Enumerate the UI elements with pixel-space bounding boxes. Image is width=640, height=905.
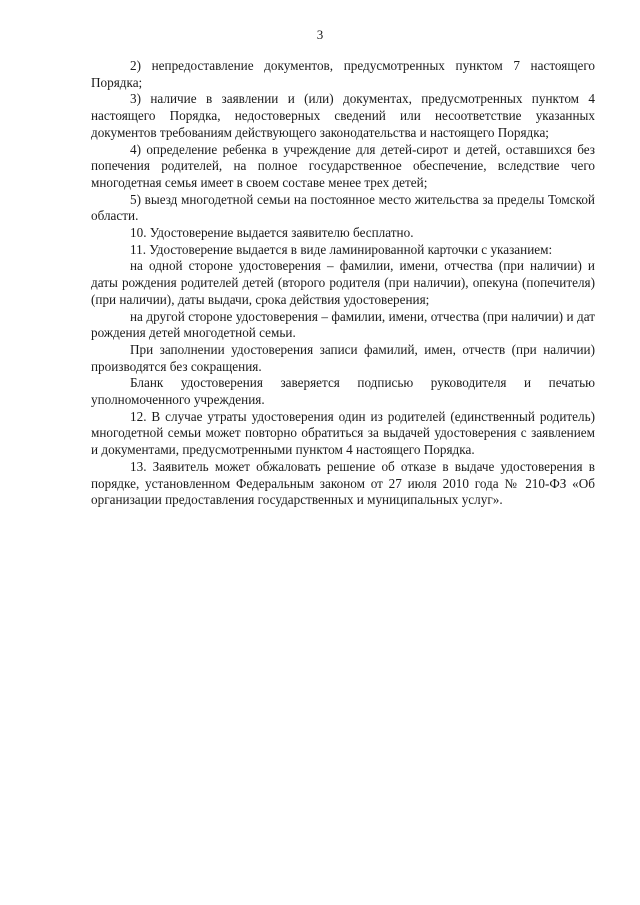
paragraph-clause-13: 13. Заявитель может обжаловать решение об отказе в выдаче удостоверения в порядке, установленном Федеральным законом от 27 июля 2010 года № 210-ФЗ «Об организации предоставления государственных и муниципальных услуг». (91, 458, 595, 508)
paragraph-item-3-refusal-reason: 3) наличие в заявлении и (или) документах, предусмотренных пунктом 4 настоящего Порядка, недостоверных сведений или несоответствие указанных документов требованиям действующего законодательства и настоящего Порядка; (91, 91, 595, 140)
paragraph-card-back-side: на другой стороне удостоверения – фамилии, имени, отчества (при наличии) и дат рождения детей многодетной семьи. (91, 308, 595, 341)
page-number: 3 (316, 27, 324, 42)
paragraph-clause-10: 10. Удостоверение выдается заявителю бесплатно. (130, 225, 414, 241)
paragraph-card-front-side: на одной стороне удостоверения – фамилии, имени, отчества (при наличии) и даты рождения родителей детей (второго родителя (при наличии), опекуна (попечителя) (при наличии), даты выдачи, срока действия удостоверения; (91, 258, 595, 307)
paragraph-no-abbreviation: При заполнении удостоверения записи фамилий, имен, отчеств (при наличии) производятся без сокращения. (91, 341, 595, 374)
paragraph-item-2-refusal-reason: 2) непредоставление документов, предусмотренных пунктом 7 настоящего Порядка; (91, 58, 595, 90)
document-body (91, 58, 595, 509)
paragraph-clause-11: 11. Удостоверение выдается в виде ламинированной карточки с указанием: (130, 241, 553, 257)
paragraph-item-5-refusal-reason: 5) выезд многодетной семьи на постоянное место жительства за пределы Томской области. (91, 191, 595, 224)
paragraph-item-4-refusal-reason: 4) определение ребенка в учреждение для детей-сирот и детей, оставшихся без попечения родителей, на полное государственное обеспечение, вследствие чего многодетная семья имеет в своем составе менее трех детей; (91, 141, 595, 190)
paragraph-form-certification: Бланк удостоверения заверяется подписью руководителя и печатью уполномоченного учреждения. (91, 375, 595, 408)
paragraph-clause-12: 12. В случае утраты удостоверения один из родителей (единственный родитель) многодетной семьи может повторно обратиться за выдачей удостоверения с заявлением и документами, предусмотренными пунктом 4 настоящего Порядка. (91, 408, 595, 458)
